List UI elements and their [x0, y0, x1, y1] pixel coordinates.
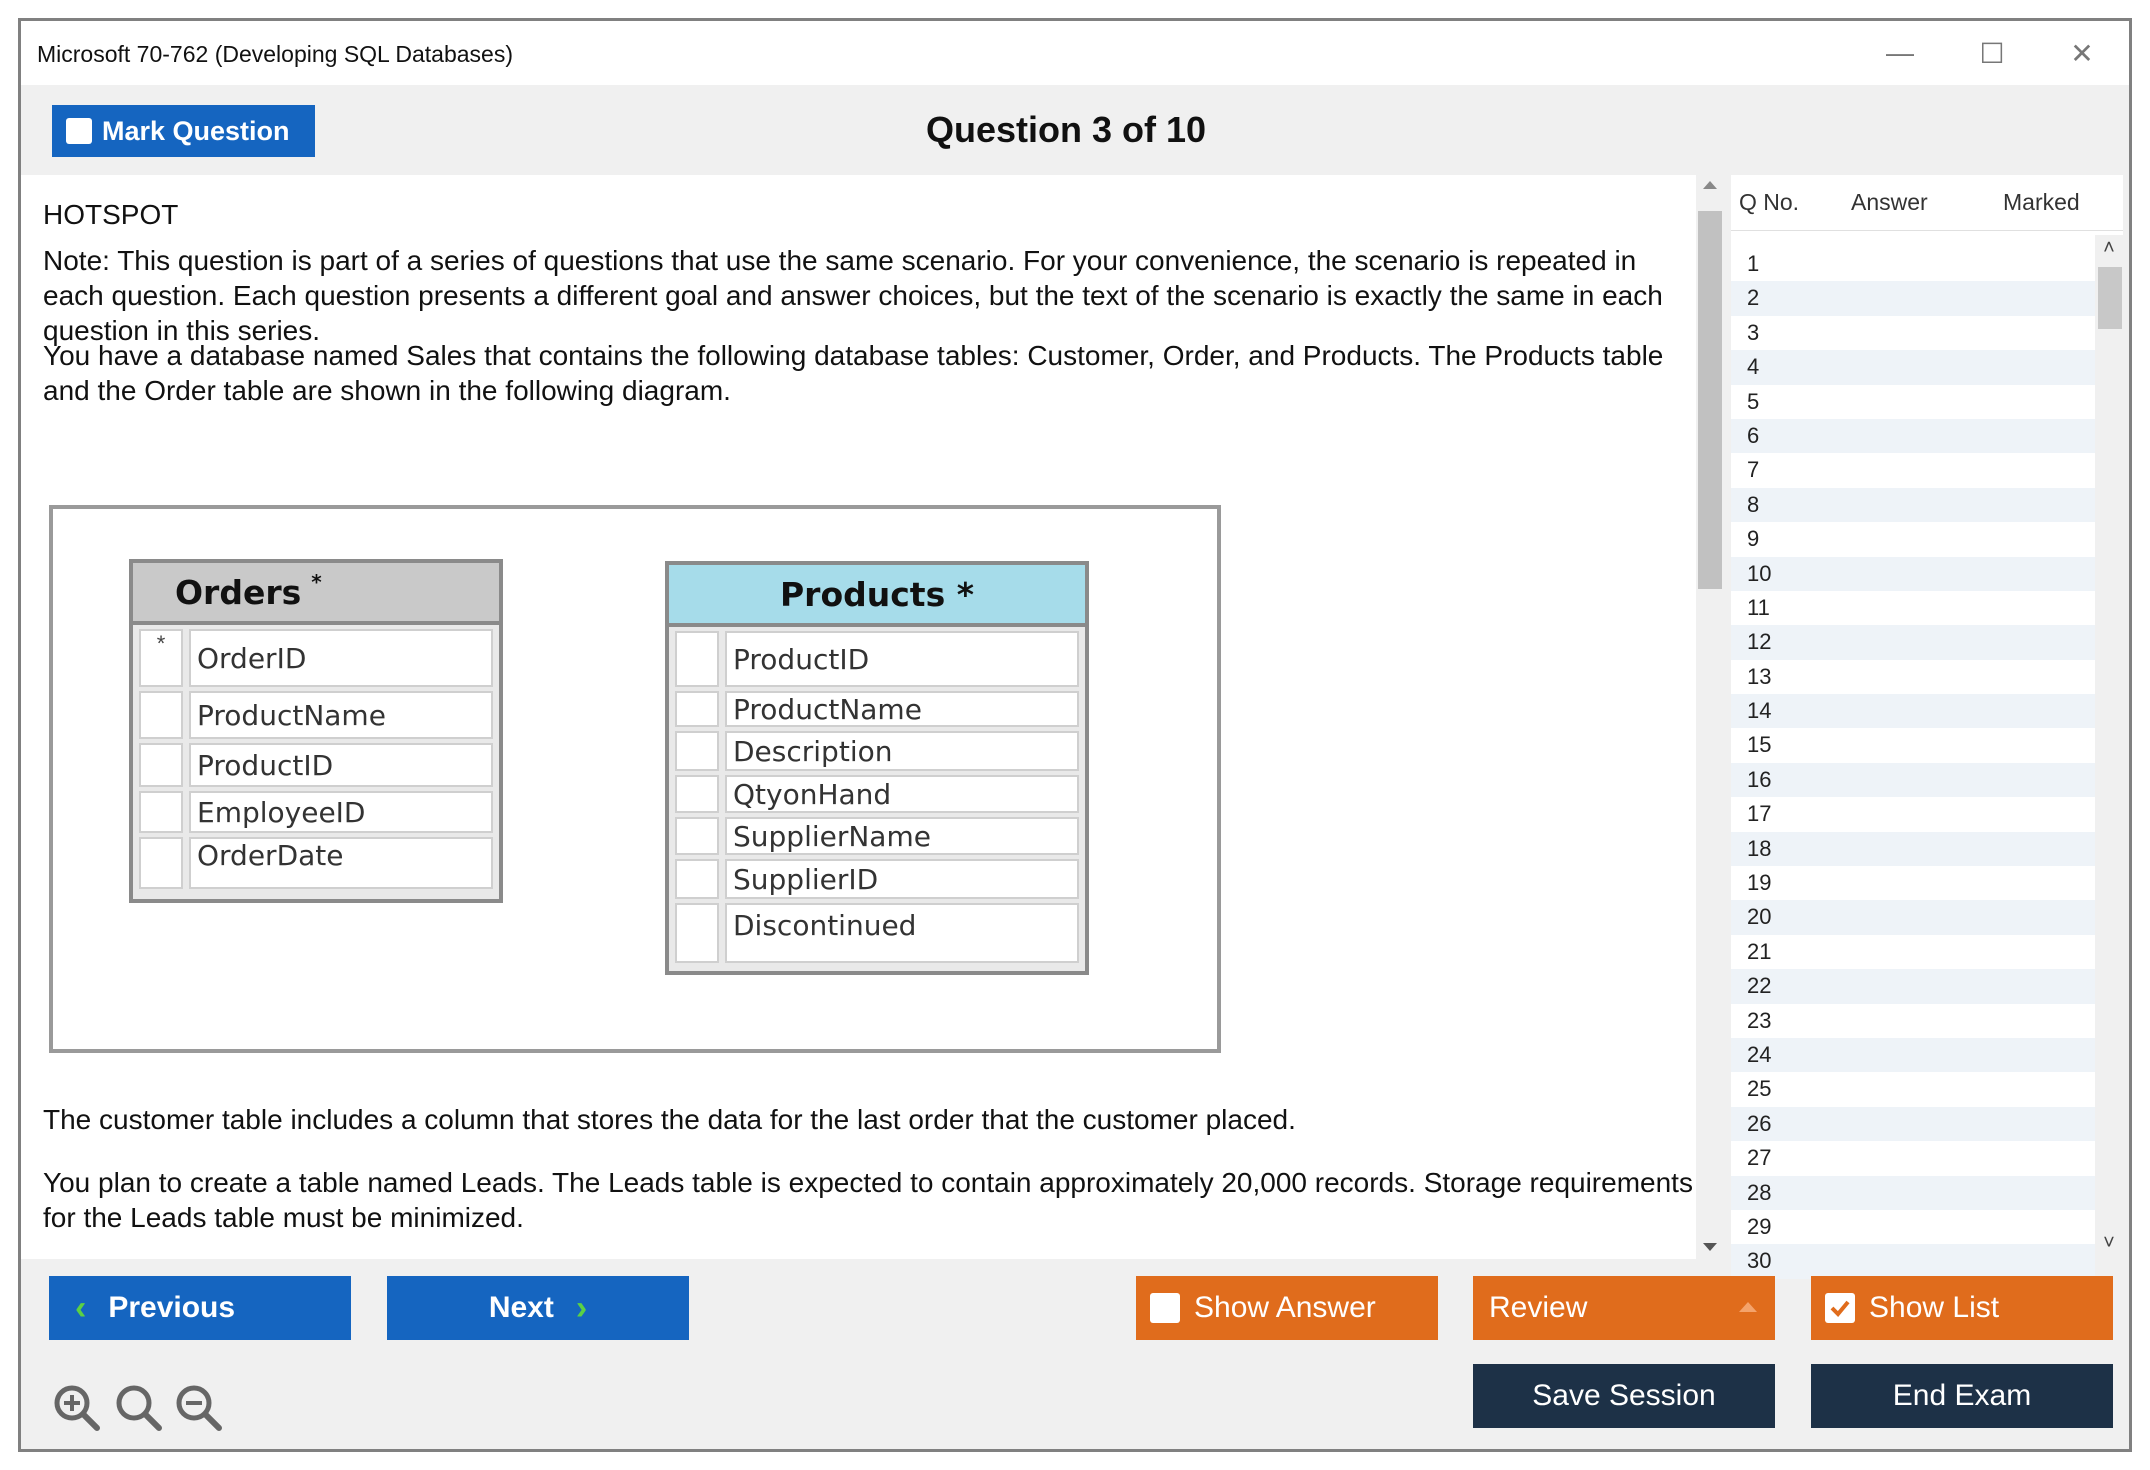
question-paragraph: The customer table includes a column that stores the data for the last order that the customer placed. [43, 1104, 1296, 1135]
question-list-item[interactable]: 10 [1731, 557, 2095, 591]
question-list-item[interactable]: 28 [1731, 1176, 2095, 1210]
zoom-out-icon[interactable] [173, 1382, 225, 1434]
title-bar [21, 21, 2129, 85]
column-name: ProductName [725, 691, 1079, 727]
mark-question-label: Mark Question [102, 115, 290, 146]
question-list-item[interactable]: 26 [1731, 1107, 2095, 1141]
table-row [139, 837, 493, 889]
question-list-item[interactable]: 12 [1731, 625, 2095, 659]
column-name: EmployeeID [189, 791, 493, 833]
table-row [675, 691, 1079, 727]
previous-button[interactable] [49, 1276, 351, 1340]
previous-label: Previous [108, 1291, 236, 1324]
question-list-item[interactable]: 22 [1731, 969, 2095, 1003]
question-list-item[interactable]: 3 [1747, 319, 1760, 345]
save-session-label: Save Session [1532, 1379, 1716, 1412]
column-name: QtyonHand [725, 775, 1079, 813]
zoom-reset-icon[interactable] [113, 1382, 165, 1434]
orders-table [129, 559, 503, 903]
row-selector [139, 691, 183, 739]
question-list-item[interactable]: 21 [1747, 938, 1772, 964]
row-selector [675, 691, 719, 727]
question-list-scrollbar[interactable] [2095, 235, 2123, 1259]
column-name: ProductID [725, 631, 1079, 687]
show-answer-label: Show Answer [1194, 1291, 1376, 1324]
scroll-up-arrow-icon[interactable] [1703, 181, 1717, 189]
schema-diagram [49, 505, 1221, 1053]
content-scrollbar[interactable] [1696, 175, 1724, 1259]
caret-up-icon [1739, 1302, 1757, 1312]
chevron-left-icon: ‹ [75, 1288, 87, 1327]
column-name: OrderDate [189, 837, 493, 889]
table-row [675, 903, 1079, 963]
products-table-title: Products * [780, 574, 974, 614]
table-row [675, 775, 1079, 813]
maximize-icon: ☐ [1979, 37, 2005, 69]
show-answer-checkbox-icon[interactable] [1150, 1293, 1180, 1323]
question-paragraph: You have a database named Sales that contains the following database tables: Customer, Order, and Products. The Products table and the Order table are shown in the following diagram. [43, 340, 1664, 406]
show-list-button[interactable] [1811, 1276, 2113, 1340]
question-list-item[interactable]: 19 [1747, 870, 1772, 896]
column-header-answer: Answer [1851, 189, 1928, 215]
exam-window [18, 18, 2132, 1452]
question-list-item[interactable]: 11 [1747, 594, 1770, 620]
question-list-item[interactable]: 8 [1731, 488, 2095, 522]
table-row [675, 631, 1079, 687]
column-name: OrderID [189, 629, 493, 687]
question-list-item[interactable]: 1 [1747, 251, 1760, 276]
chevron-right-icon: › [575, 1288, 588, 1327]
column-header-qno: Q No. [1739, 189, 1800, 215]
table-row [675, 859, 1079, 899]
question-list-item[interactable]: 30 [1731, 1244, 2095, 1278]
question-list-scroll-thumb[interactable] [2098, 267, 2122, 329]
orders-table-header [133, 563, 499, 625]
checkmark-icon [1829, 1297, 1851, 1319]
review-dropdown[interactable] [1473, 1276, 1775, 1340]
question-paragraph: You plan to create a table named Leads. The Leads table is expected to contain approximately 20,000 records. Storage requirements for the Leads table must be minimized. [43, 1167, 1693, 1233]
chevron-down-icon[interactable]: ˅ [2103, 1232, 2115, 1254]
column-header-marked: Marked [2003, 189, 2080, 215]
show-list-label: Show List [1869, 1291, 2000, 1324]
question-list-item[interactable]: 23 [1747, 1007, 1772, 1033]
question-list-item[interactable]: 15 [1747, 732, 1772, 758]
table-row [139, 791, 493, 833]
row-selector [139, 837, 183, 889]
question-counter: Question 3 of 10 [925, 109, 1207, 150]
column-name: SupplierID [725, 859, 1079, 899]
end-exam-button[interactable] [1811, 1364, 2113, 1428]
question-list-item[interactable]: 17 [1747, 801, 1772, 827]
column-name: Discontinued [725, 903, 1079, 963]
products-table-header [669, 565, 1085, 627]
scroll-thumb[interactable] [1698, 211, 1722, 589]
next-button[interactable] [387, 1276, 689, 1340]
table-row [139, 691, 493, 739]
next-label: Next [488, 1291, 554, 1324]
question-list-item[interactable]: 27 [1747, 1145, 1772, 1171]
row-selector [675, 631, 719, 687]
question-header [21, 85, 2129, 175]
question-list-item[interactable]: 2 [1731, 281, 2095, 315]
save-session-button[interactable] [1473, 1364, 1775, 1428]
column-name: SupplierName [725, 817, 1079, 855]
question-list-item[interactable]: 4 [1731, 350, 2095, 384]
show-list-checkbox-icon[interactable] [1825, 1293, 1855, 1323]
close-button[interactable] [2051, 29, 2113, 77]
end-exam-label: End Exam [1892, 1379, 2032, 1412]
question-list-header [1731, 175, 2123, 231]
question-list-item[interactable]: 14 [1731, 694, 2095, 728]
question-list-item[interactable]: 7 [1747, 457, 1760, 483]
question-list-panel [1731, 175, 2123, 1274]
minimize-icon: — [1886, 37, 1914, 68]
window-title: Microsoft 70-762 (Developing SQL Databases) [37, 41, 513, 67]
maximize-button[interactable] [1961, 29, 2023, 77]
question-list-item[interactable]: 13 [1747, 663, 1772, 689]
column-name: ProductID [189, 743, 493, 787]
orders-table-title: Orders [175, 572, 302, 612]
question-type: HOTSPOT [43, 199, 179, 230]
row-selector [675, 817, 719, 855]
close-icon: ✕ [2070, 37, 2094, 69]
question-content [21, 175, 1696, 1259]
row-selector [675, 731, 719, 771]
column-name: Description [725, 731, 1079, 771]
question-list-item[interactable]: 18 [1731, 832, 2095, 866]
scroll-down-arrow-icon[interactable] [1703, 1243, 1717, 1251]
question-list-item[interactable]: 16 [1731, 763, 2095, 797]
row-selector [675, 903, 719, 963]
column-name: ProductName [189, 691, 493, 739]
minimize-button[interactable] [1869, 29, 1931, 77]
table-row [675, 731, 1079, 771]
table-row [139, 743, 493, 787]
row-selector [675, 775, 719, 813]
question-list-item[interactable]: 9 [1747, 526, 1760, 552]
question-paragraph: Note: This question is part of a series of questions that use the same scenario. For your convenience, the scenario is repeated in each question. Each question presents a different goal and answer choices, but the text of the scenario is exactly the same in each question in this series. [43, 245, 1663, 346]
table-row [139, 629, 493, 687]
question-list-item[interactable]: 20 [1731, 900, 2095, 934]
question-list-item[interactable]: 29 [1747, 1213, 1772, 1239]
orders-title-mark: * [311, 570, 322, 594]
zoom-in-icon[interactable] [51, 1382, 103, 1434]
question-list-item[interactable]: 6 [1731, 419, 2095, 453]
row-selector [139, 791, 183, 833]
table-row [675, 817, 1079, 855]
products-table [665, 561, 1089, 975]
review-label: Review [1489, 1291, 1588, 1324]
show-answer-button[interactable] [1136, 1276, 1438, 1340]
question-list-item[interactable]: 25 [1747, 1076, 1772, 1102]
row-selector [675, 859, 719, 899]
question-list-item[interactable]: 24 [1731, 1038, 2095, 1072]
primary-key-marker: * [139, 629, 183, 687]
question-list-rows [1731, 247, 2095, 1279]
chevron-up-icon[interactable]: ˄ [2103, 237, 2115, 259]
row-selector [139, 743, 183, 787]
question-list-item[interactable]: 5 [1747, 388, 1760, 414]
